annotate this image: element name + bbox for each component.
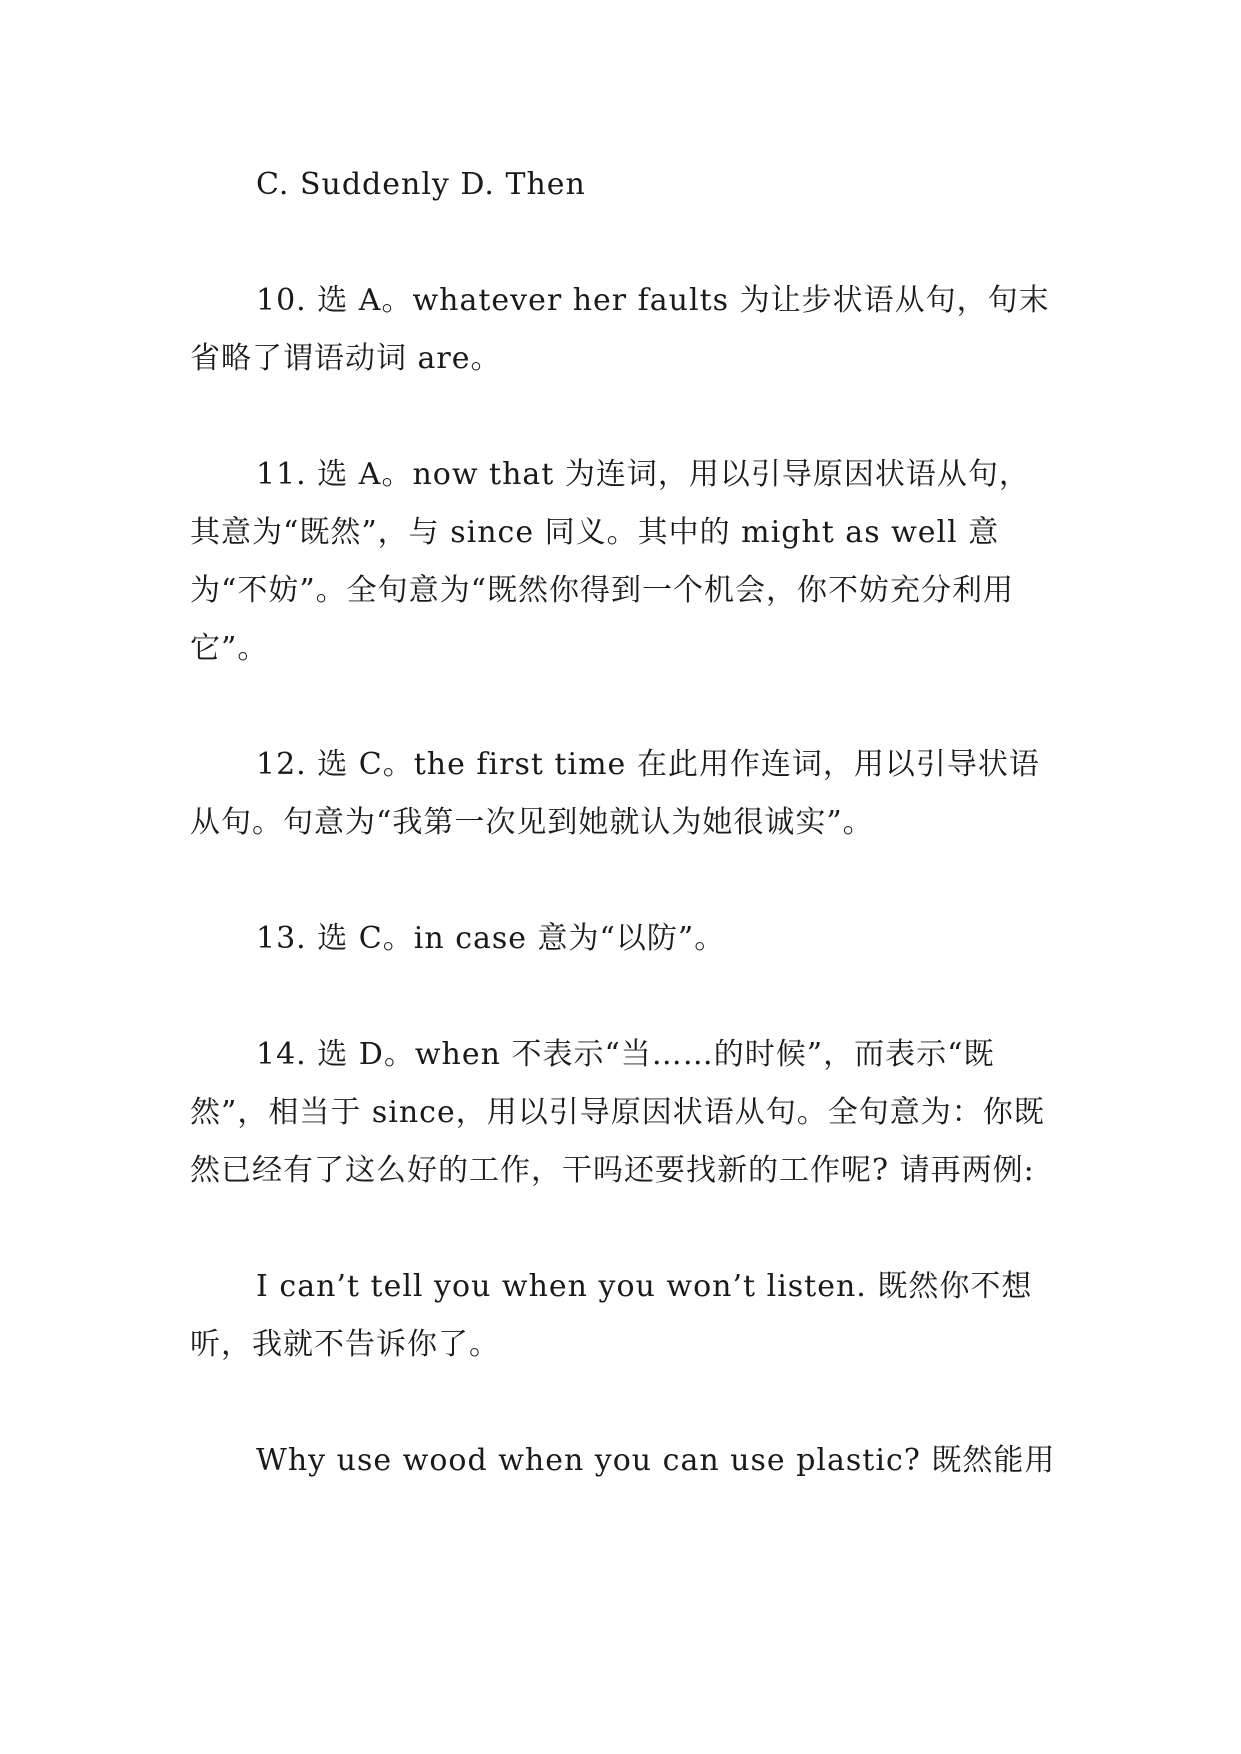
example-sentence-2: Why use wood when you can use plastic? 既然能用 [256, 1443, 1056, 1478]
answer-explanation-11: 11. 选 A。now that 为连词，用以引导原因状语从句，其意为“既然”，与 since 同义。其中的 might as well 意为“不妨”。全句意为“既然你得到一个机会，你不妨充分利用它”。 [190, 457, 1030, 666]
answer-explanation-10: 10. 选 A。whatever her faults 为让步状语从句，句末省略了谓语动词 are。 [190, 283, 1050, 376]
answer-explanation-13: 13. 选 C。in case 意为“以防”。 [256, 921, 726, 956]
answer-explanation-14: 14. 选 D。when 不表示“当……的时候”，而表示“既然”，相当于 since，用以引导原因状语从句。全句意为：你既然已经有了这么好的工作，干吗还要找新的工作呢? 请再两例: [190, 1037, 1045, 1188]
example-sentence-1: I can’t tell you when you won’t listen. 既然你不想听，我就不告诉你了。 [190, 1269, 1033, 1362]
answer-explanation-12: 12. 选 C。the first time 在此用作连词，用以引导状语从句。句意为“我第一次见到她就认为她很诚实”。 [190, 747, 1040, 840]
answer-options-line: C. Suddenly D. Then [256, 167, 586, 202]
document-body [190, 156, 1060, 1548]
